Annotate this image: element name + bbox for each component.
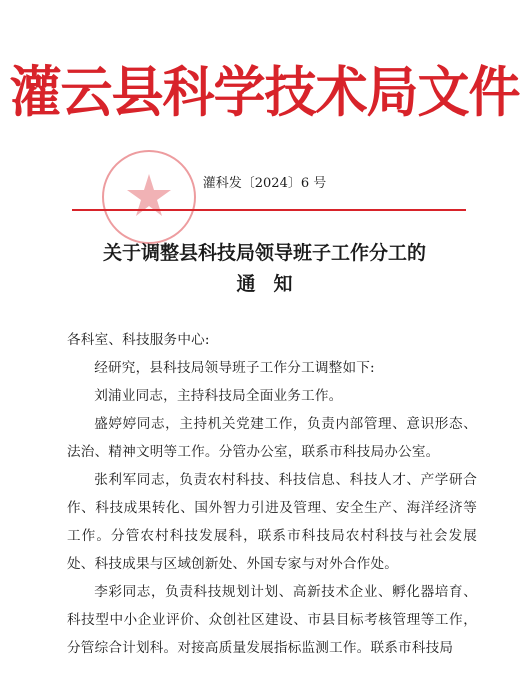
notice-title-line2: 通知 bbox=[236, 273, 311, 295]
body-paragraph: 盛婷婷同志，主持机关党建工作，负责内部管理、意识形态、法治、精神文明等工作。分管办公室，联系市科技局办公室。 bbox=[67, 416, 477, 460]
document-masthead: 灌云县科学技术局文件 bbox=[9, 60, 520, 125]
notice-title-line1: 关于调整县科技局领导班子工作分工的 bbox=[102, 242, 426, 264]
official-seal bbox=[102, 150, 196, 244]
notice-body bbox=[67, 326, 477, 662]
red-divider bbox=[72, 209, 466, 211]
addressee: 各科室、科技服务中心: bbox=[67, 332, 210, 348]
body-paragraph: 刘浦业同志，主持科技局全面业务工作。 bbox=[94, 388, 343, 404]
body-paragraph: 经研究，县科技局领导班子工作分工调整如下: bbox=[94, 360, 375, 376]
document-number: 灌科发〔2024〕6 号 bbox=[202, 176, 327, 191]
body-paragraph: 李彩同志，负责科技规划计划、高新技术企业、孵化器培育、科技型中小企业评价、众创社区建设、市县目标考核管理等工作，分管综合计划科。对接高质量发展指标监测工作。联系市科技局 bbox=[67, 584, 477, 656]
seal-star-icon bbox=[104, 152, 194, 242]
body-paragraph: 张利军同志，负责农村科技、科技信息、科技人才、产学研合作、科技成果转化、国外智力引进及管理、安全生产、海洋经济等工作。分管农村科技发展科，联系市科技局农村科技与社会发展处、科技成果与区域创新处、外国专家与对外合作处。 bbox=[67, 472, 477, 572]
